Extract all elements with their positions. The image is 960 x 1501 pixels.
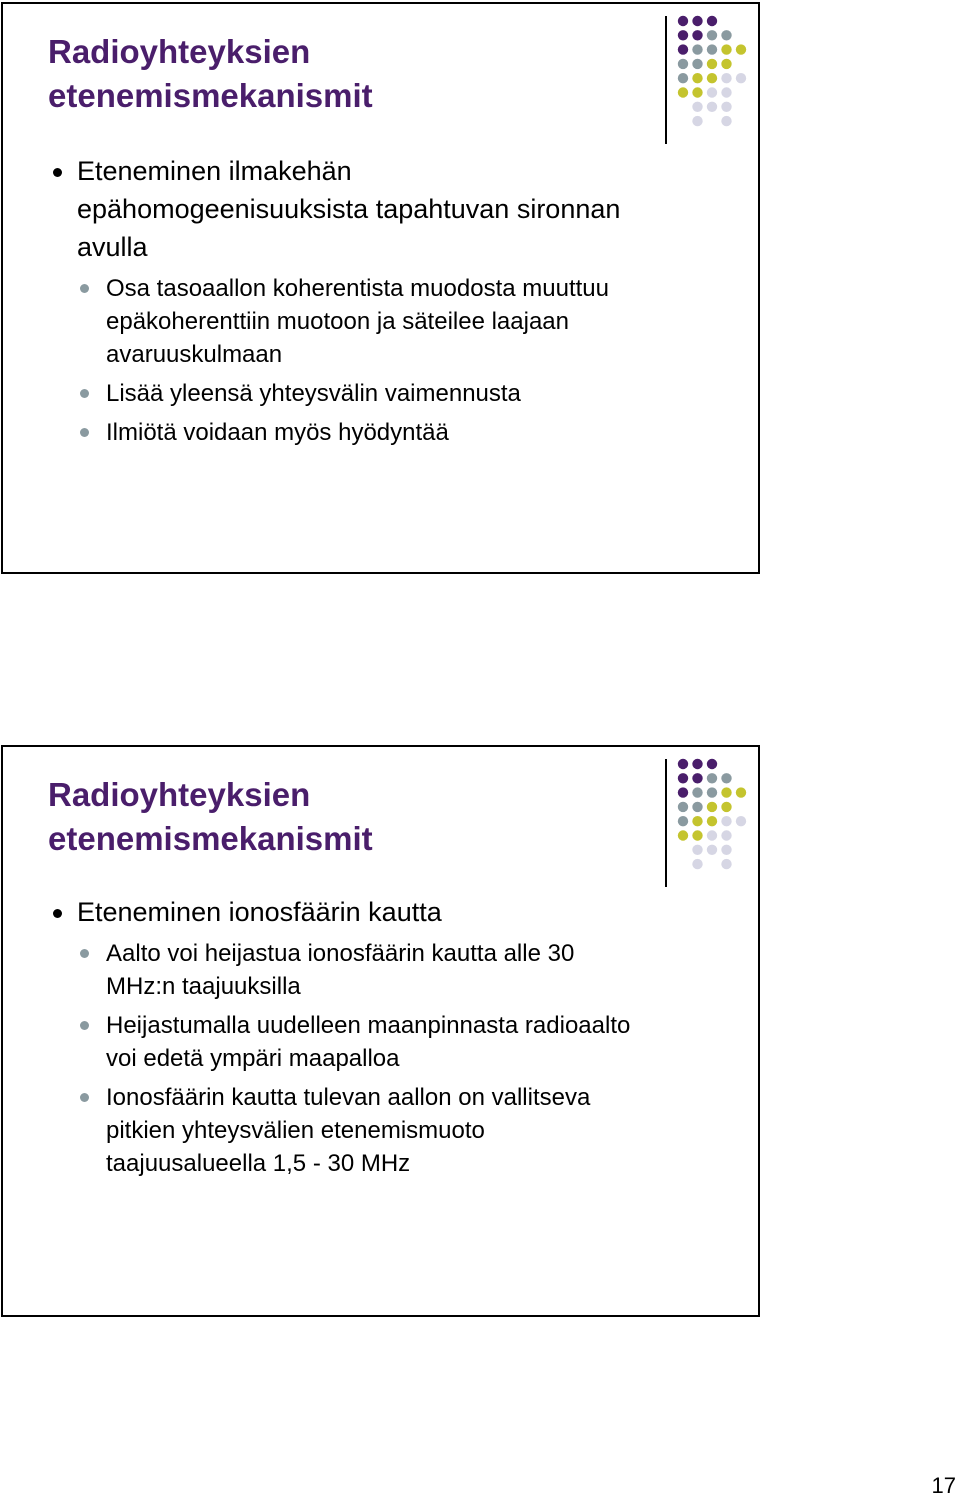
decoration-dot xyxy=(721,816,731,826)
decoration-dot xyxy=(678,59,688,69)
decoration-dot xyxy=(721,30,731,40)
bullet-list xyxy=(51,152,728,455)
decoration-dot xyxy=(678,759,688,769)
decoration-dot xyxy=(707,44,717,54)
decoration-dot xyxy=(692,116,702,126)
decoration-dot xyxy=(692,802,702,812)
decoration-dot xyxy=(721,787,731,797)
decoration-dot xyxy=(678,830,688,840)
slide-title: Radioyhteyksien etenemismekanismit xyxy=(48,776,373,857)
decoration-dot xyxy=(721,830,731,840)
bullet-list xyxy=(51,893,728,1186)
decoration-dot xyxy=(736,816,746,826)
dot-grid-decoration xyxy=(673,13,761,133)
decoration-dot xyxy=(692,30,702,40)
decoration-dot xyxy=(678,87,688,97)
decoration-dot xyxy=(721,116,731,126)
decoration-dot xyxy=(736,44,746,54)
decoration-dot xyxy=(692,859,702,869)
title-divider xyxy=(665,16,667,144)
slide-1 xyxy=(1,2,760,574)
decoration-dot xyxy=(678,30,688,40)
title-divider xyxy=(665,759,667,887)
decoration-dot xyxy=(736,73,746,83)
decoration-dot xyxy=(692,44,702,54)
decoration-dot xyxy=(707,802,717,812)
bullet-level-2: Ionosfäärin kautta tulevan aallon on vallitseva pitkien yhteysvälien etenemismuoto taajuusalueella 1,5 - 30 MHz xyxy=(51,1081,728,1180)
decoration-dot xyxy=(692,102,702,112)
bullet-level-1: Eteneminen ionosfäärin kautta xyxy=(51,893,728,931)
decoration-dot xyxy=(678,787,688,797)
decoration-dot xyxy=(721,44,731,54)
decoration-dot xyxy=(707,30,717,40)
decoration-dot xyxy=(707,816,717,826)
decoration-dot xyxy=(721,802,731,812)
decoration-dot xyxy=(678,773,688,783)
decoration-dot xyxy=(692,59,702,69)
decoration-dot xyxy=(692,759,702,769)
bullet-level-2: Lisää yleensä yhteysvälin vaimennusta xyxy=(51,377,728,410)
decoration-dot xyxy=(692,773,702,783)
decoration-dot xyxy=(692,830,702,840)
decoration-dot xyxy=(721,773,731,783)
bullet-level-2: Osa tasoaallon koherentista muodosta muuttuu epäkoherenttiin muotoon ja säteilee laajaan avaruuskulmaan xyxy=(51,272,728,371)
decoration-dot xyxy=(721,87,731,97)
slide-2 xyxy=(1,745,760,1317)
bullet-level-2: Aalto voi heijastua ionosfäärin kautta alle 30 MHz:n taajuuksilla xyxy=(51,937,728,1003)
bullet-level-1: Eteneminen ilmakehän epähomogeenisuuksista tapahtuvan sironnan avulla xyxy=(51,152,728,266)
decoration-dot xyxy=(692,73,702,83)
decoration-dot xyxy=(721,59,731,69)
decoration-dot xyxy=(707,773,717,783)
page-number: 17 xyxy=(931,1473,956,1498)
decoration-dot xyxy=(692,845,702,855)
decoration-dot xyxy=(707,845,717,855)
decoration-dot xyxy=(707,87,717,97)
decoration-dot xyxy=(707,73,717,83)
decoration-dot xyxy=(678,44,688,54)
decoration-dot xyxy=(707,102,717,112)
decoration-dot xyxy=(707,830,717,840)
bullet-level-2: Heijastumalla uudelleen maanpinnasta radioaalto voi edetä ympäri maapalloa xyxy=(51,1009,728,1075)
slide-title: Radioyhteyksien etenemismekanismit xyxy=(48,33,373,114)
decoration-dot xyxy=(707,759,717,769)
decoration-dot xyxy=(721,845,731,855)
dot-grid-decoration xyxy=(673,756,761,876)
bullet-level-2: Ilmiötä voidaan myös hyödyntää xyxy=(51,416,728,449)
decoration-dot xyxy=(721,102,731,112)
decoration-dot xyxy=(707,787,717,797)
decoration-dot xyxy=(707,16,717,26)
decoration-dot xyxy=(692,87,702,97)
decoration-dot xyxy=(736,787,746,797)
decoration-dot xyxy=(692,787,702,797)
decoration-dot xyxy=(678,16,688,26)
decoration-dot xyxy=(692,816,702,826)
decoration-dot xyxy=(721,73,731,83)
decoration-dot xyxy=(692,16,702,26)
decoration-dot xyxy=(721,859,731,869)
decoration-dot xyxy=(678,816,688,826)
decoration-dot xyxy=(678,73,688,83)
decoration-dot xyxy=(707,59,717,69)
decoration-dot xyxy=(678,802,688,812)
